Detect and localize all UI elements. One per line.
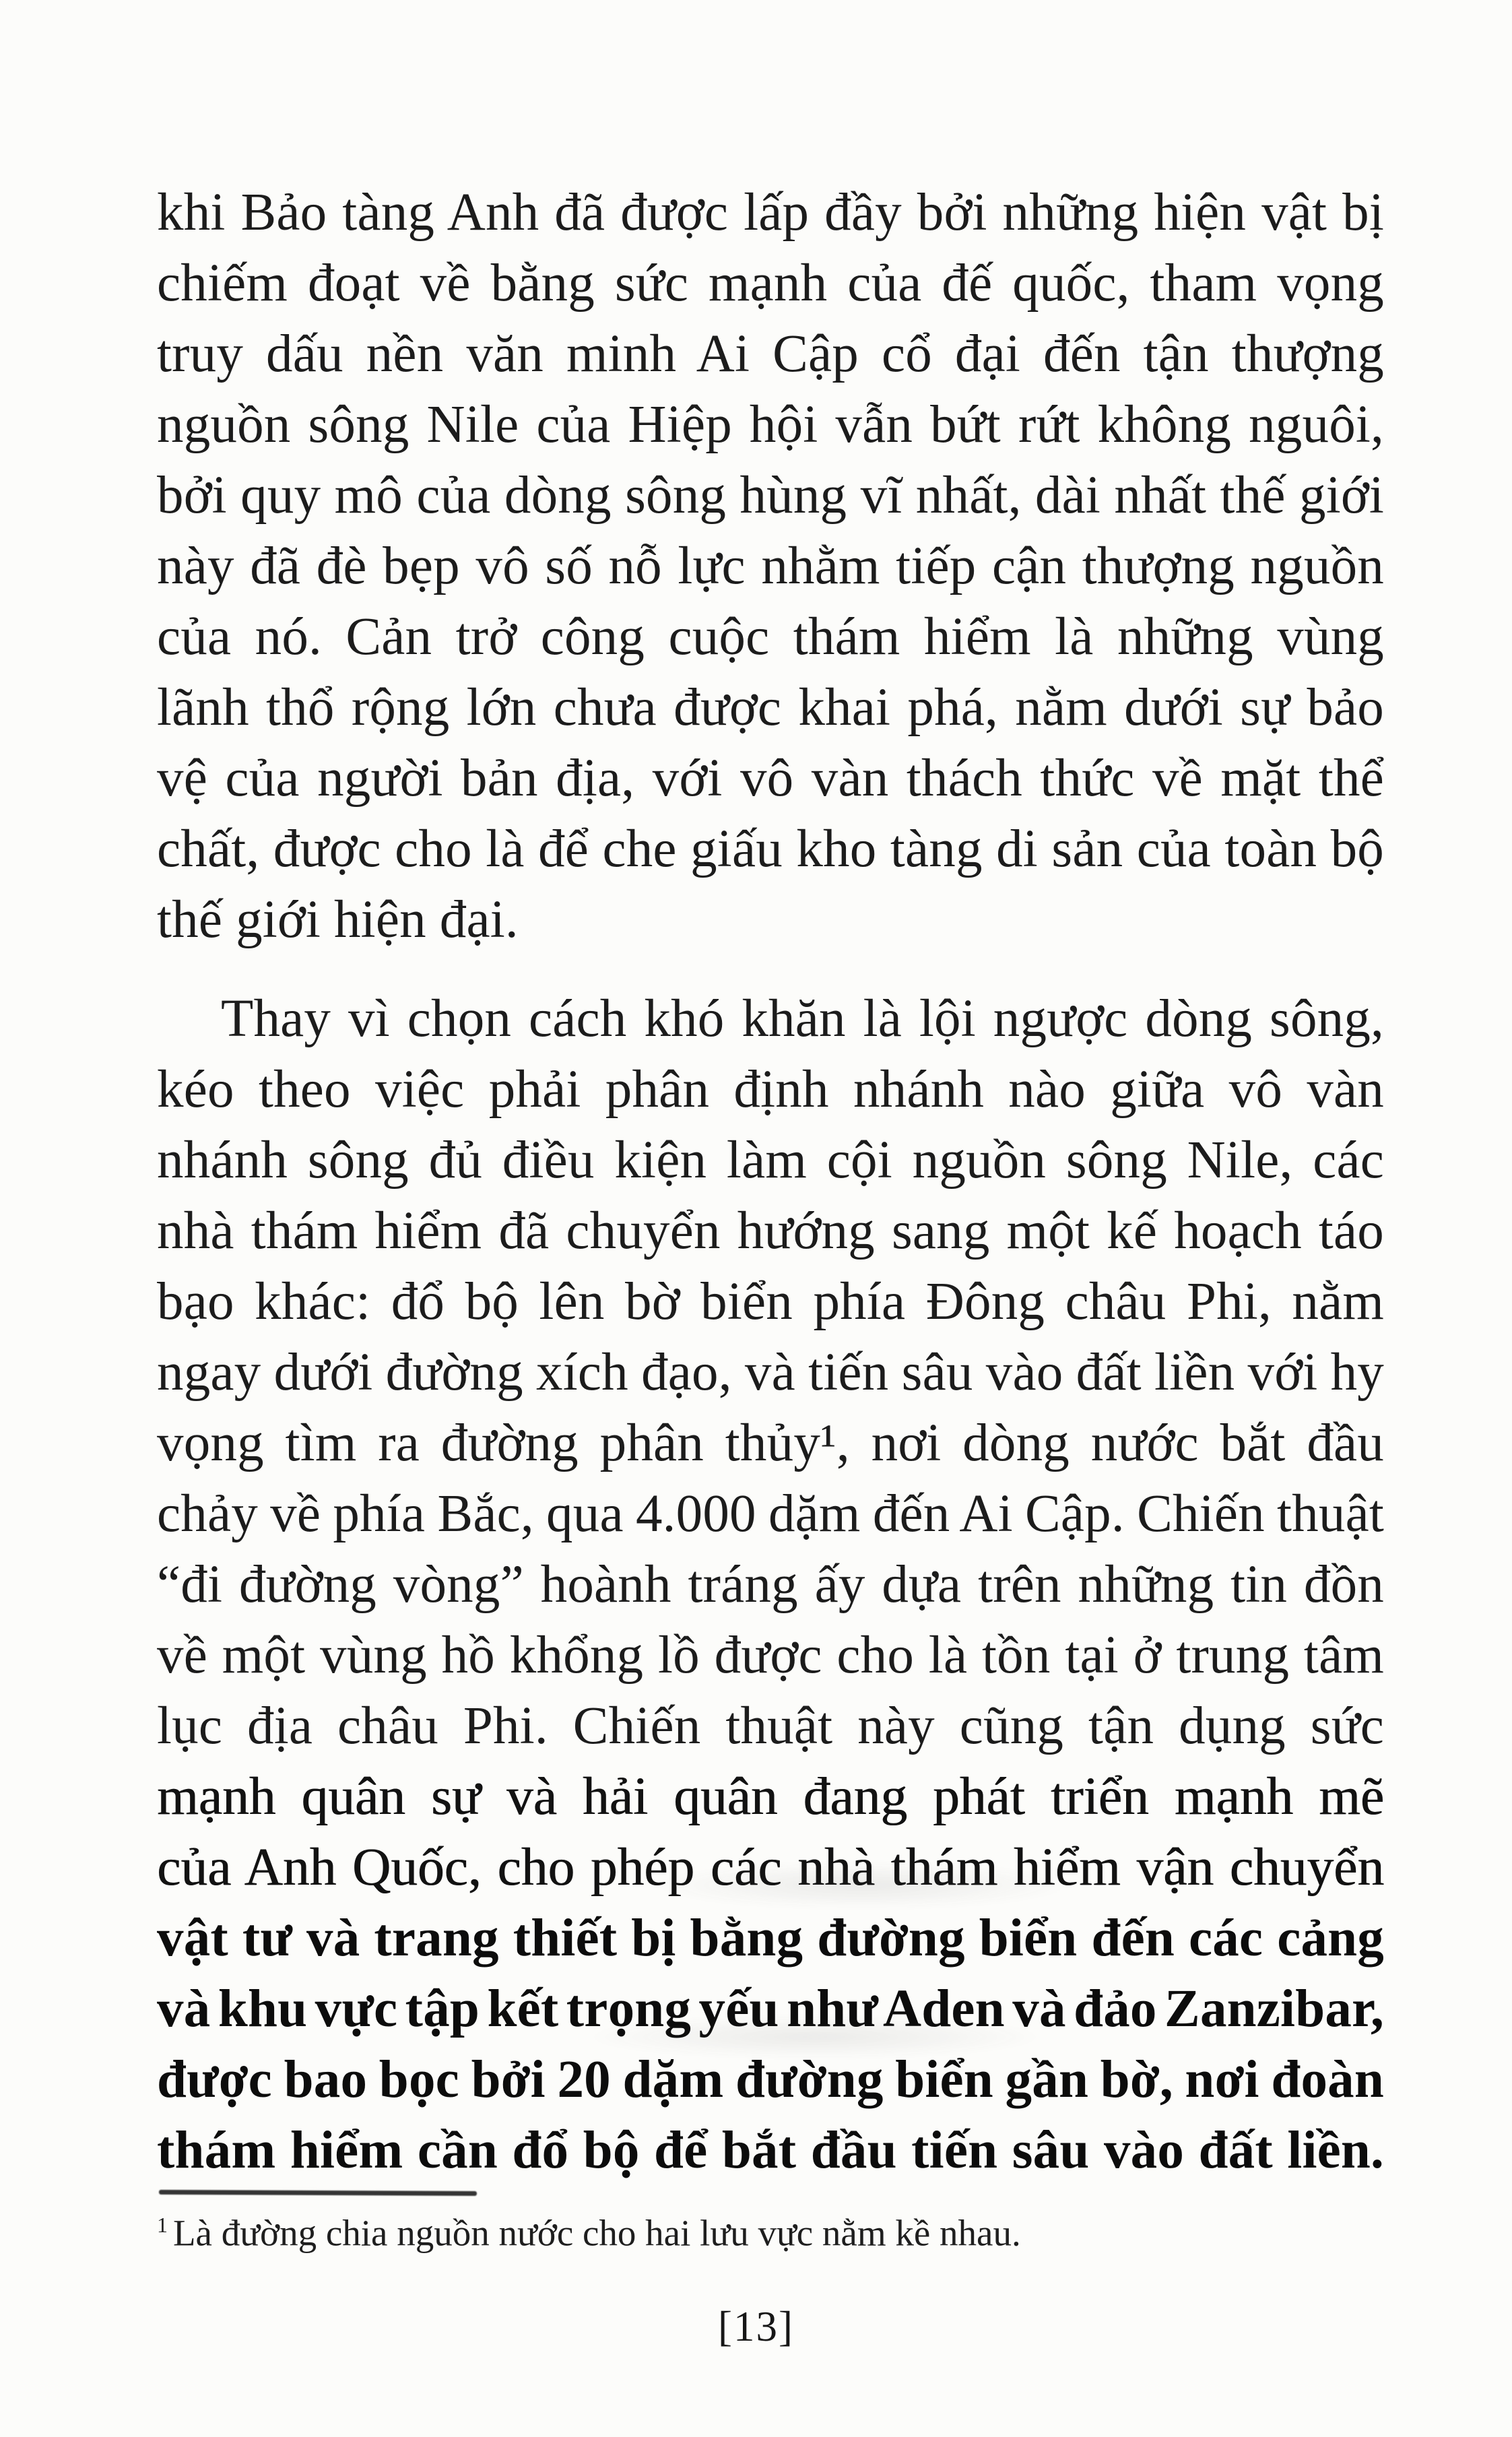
line-text: vọng tìm ra đường phân thủy¹, nơi dòng nước bắt đầu [157,1414,1384,1472]
line-text: khi Bảo tàng Anh đã được lấp đầy bởi những hiện vật bị [157,183,1384,242]
line-text: mạnh quân sự và hải quân đang phát triển mạnh mẽ [157,1767,1384,1826]
line-text: này đã đè bẹp vô số nỗ lực nhằm tiếp cận thượng nguồn [157,537,1384,595]
text-line [157,2115,1384,2186]
text-line [157,814,1384,884]
text-line [157,1337,1384,1408]
line-text: chiếm đoạt về bằng sức mạnh của đế quốc, tham vọng [157,254,1384,313]
line-text: và khu vực tập kết trọng yếu như Aden và đảo Zanzibar, [157,1980,1384,2038]
text-line [157,1832,1384,1903]
line-text: truy dấu nền văn minh Ai Cập cổ đại đến tận thượng [157,325,1384,383]
line-text: ngay dưới đường xích đạo, và tiến sâu vào đất liền với hy [157,1343,1384,1402]
paragraph-1 [157,177,1384,955]
text-line [157,389,1384,460]
line-text: của nó. Cản trở công cuộc thám hiểm là những vùng [157,608,1384,666]
body-text [157,177,1384,2186]
text-line [157,1266,1384,1337]
text-line [157,1479,1384,1549]
text-line [157,1691,1384,1761]
text-line [157,672,1384,743]
text-line [157,983,1384,1054]
line-text: chảy về phía Bắc, qua 4.000 dặm đến Ai Cập. Chiến thuật [157,1485,1384,1543]
line-text: thế giới hiện đại. [157,890,519,949]
line-text: nguồn sông Nile của Hiệp hội vẫn bứt rứt không nguôi, [157,395,1384,454]
text-line [157,1125,1384,1196]
text-line [157,602,1384,672]
text-line [157,177,1384,248]
line-text: nhánh sông đủ điều kiện làm cội nguồn sông Nile, các [157,1131,1384,1190]
line-text: chất, được cho là để che giấu kho tàng di sản của toàn bộ [157,820,1384,878]
text-line [157,884,1384,955]
line-text: được bao bọc bởi 20 dặm đường biển gần bờ, nơi đoàn [157,2050,1384,2109]
footnote-rule [159,2190,477,2196]
text-line [157,743,1384,814]
text-line [157,2044,1384,2115]
text-line [157,1974,1384,2044]
text-line [157,1761,1384,1832]
footnote [157,2203,1302,2256]
footnote-marker: 1 [157,2213,168,2237]
line-text: bởi quy mô của dòng sông hùng vĩ nhất, dài nhất thế giới [157,466,1384,525]
line-text: nhà thám hiểm đã chuyển hướng sang một kế hoạch táo [157,1202,1384,1260]
text-line [157,1620,1384,1691]
text-line [157,460,1384,531]
line-text: “đi đường vòng” hoành tráng ấy dựa trên những tin đồn [157,1555,1384,1614]
line-text: vệ của người bản địa, với vô vàn thách thức về mặt thể [157,749,1384,808]
line-text: của Anh Quốc, cho phép các nhà thám hiểm vận chuyển [157,1838,1384,1897]
text-line [157,319,1384,389]
paragraph-2 [157,983,1384,2186]
text-line [157,1903,1384,1974]
line-text: lục địa châu Phi. Chiến thuật này cũng tận dụng sức [157,1697,1384,1755]
text-line [157,531,1384,602]
text-line [157,248,1384,319]
text-line [157,1549,1384,1620]
line-text: Thay vì chọn cách khó khăn là lội ngược dòng sông, [221,989,1384,1048]
text-line [157,1196,1384,1266]
line-text: bạo khác: đổ bộ lên bờ biển phía Đông châu Phi, nằm [157,1272,1384,1331]
line-text: về một vùng hồ khổng lồ được cho là tồn tại ở trung tâm [157,1626,1384,1685]
page-number: [13] [718,2303,794,2350]
line-text: thám hiểm cần đổ bộ để bắt đầu tiến sâu vào đất liền. [157,2121,1384,2180]
line-text: lãnh thổ rộng lớn chưa được khai phá, nằm dưới sự bảo [157,678,1384,737]
line-text: vật tư và trang thiết bị bằng đường biển đến các cảng [157,1909,1384,1968]
footnote-text: Là đường chia nguồn nước cho hai lưu vực nằm kề nhau. [172,2212,1021,2254]
line-text: kéo theo việc phải phân định nhánh nào giữa vô vàn [157,1060,1384,1119]
text-line [157,1408,1384,1479]
text-line [157,1054,1384,1125]
